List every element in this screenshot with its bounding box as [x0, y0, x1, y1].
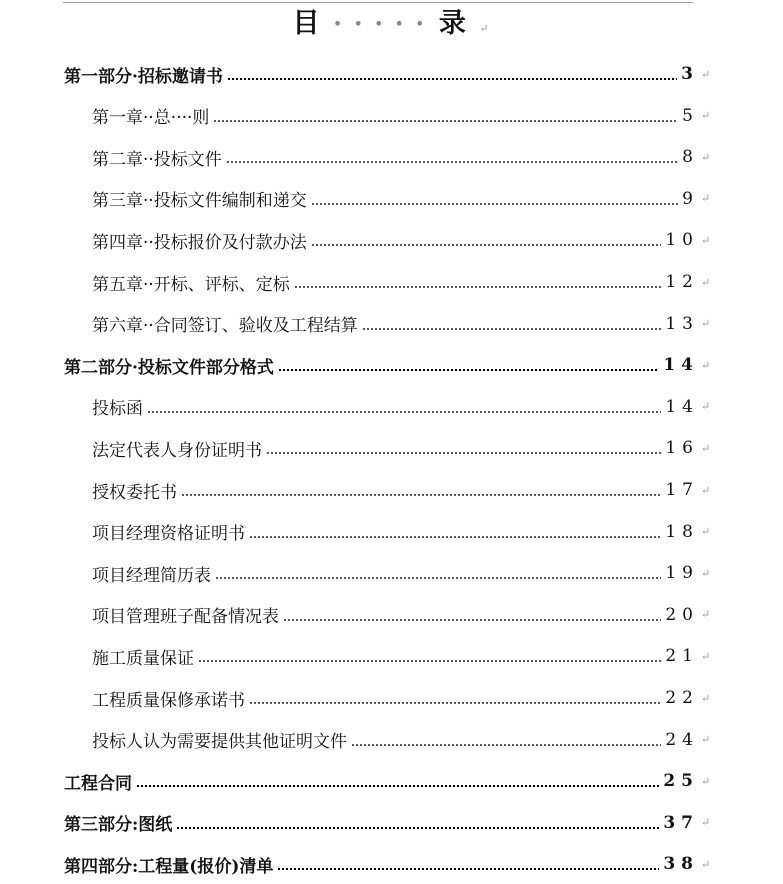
toc-page-number: 10 [665, 230, 699, 251]
toc-entry-label: 法定代表人身份证明书 [92, 440, 262, 461]
paragraph-mark-icon: ↵ [701, 67, 711, 81]
toc-chapter-entry[interactable] [0, 636, 783, 676]
paragraph-mark-icon: ↵ [701, 733, 711, 747]
toc-entry-label: 授权委托书 [92, 482, 177, 503]
toc-chapter-entry[interactable] [0, 387, 783, 427]
toc-entry-label: 第二章··投标文件 [92, 149, 222, 170]
toc-page-number: 25 [663, 771, 699, 792]
paragraph-mark-icon: ↵ [701, 566, 711, 580]
toc-chapter-entry[interactable] [0, 179, 783, 219]
toc-dot-leader [277, 868, 659, 870]
toc-page-number: 8 [682, 147, 699, 168]
toc-entry-label: 第五章··开标、评标、定标 [92, 274, 290, 295]
toc-dot-leader [213, 120, 678, 122]
paragraph-mark-icon: ↵ [701, 816, 711, 830]
toc-page-number: 3 [681, 64, 699, 84]
toc-chapter-entry[interactable] [0, 470, 783, 510]
toc-dot-leader [136, 785, 659, 787]
toc-page-number: 17 [665, 480, 699, 500]
toc-entry-label: 项目经理资格证明书 [92, 524, 245, 545]
paragraph-mark-icon: ↵ [701, 774, 711, 788]
toc-page-number: 16 [665, 438, 699, 459]
toc-chapter-entry[interactable] [0, 595, 783, 635]
toc-page-number: 13 [665, 313, 699, 334]
paragraph-mark-icon: ↵ [701, 691, 711, 705]
toc-chapter-entry[interactable] [0, 553, 783, 593]
toc-page-number: 14 [663, 355, 699, 376]
toc-page-number: 5 [682, 105, 699, 126]
paragraph-mark-icon: ↵ [701, 608, 711, 622]
toc-entry-label: 投标人认为需要提供其他证明文件 [92, 732, 347, 753]
toc-page-number: 14 [665, 396, 699, 417]
toc-entry-label: 第一部分·招标邀请书 [64, 66, 223, 87]
toc-title-left: 目 [292, 8, 322, 39]
toc-entry-label: 投标函 [92, 399, 143, 420]
toc-page-number: 38 [663, 854, 699, 875]
paragraph-mark-icon: ↵ [701, 649, 711, 663]
toc-dot-leader [176, 827, 659, 829]
toc-dot-leader [198, 660, 661, 662]
toc-dot-leader [181, 494, 661, 496]
toc-dot-leader [362, 328, 662, 330]
toc-page-number: 19 [665, 563, 699, 584]
toc-chapter-entry[interactable] [0, 220, 783, 260]
toc-dot-leader [227, 78, 677, 80]
toc-chapter-entry[interactable] [0, 304, 783, 344]
paragraph-mark-icon: ↵ [701, 400, 711, 414]
toc-chapter-entry[interactable] [0, 262, 783, 302]
toc-entry-label: 项目经理简历表 [92, 565, 211, 586]
toc-title-dots: • • • • • [332, 14, 428, 34]
toc-chapter-entry[interactable] [0, 678, 783, 718]
paragraph-mark-icon: ↵ [701, 150, 711, 164]
toc-page-number: 18 [665, 521, 699, 542]
toc-chapter-entry[interactable] [0, 96, 783, 136]
paragraph-mark-icon: ↵ [701, 275, 711, 289]
toc-page-number: 24 [665, 729, 699, 750]
paragraph-mark-icon: ↵ [701, 441, 711, 455]
toc-part-entry[interactable] [0, 54, 783, 94]
paragraph-mark-icon: ↵ [701, 857, 711, 871]
paragraph-mark-icon: ↵ [479, 22, 491, 35]
toc-dot-leader [147, 411, 661, 413]
toc-page-number: 20 [665, 604, 699, 625]
paragraph-mark-icon: ↵ [701, 483, 711, 497]
toc-dot-leader [249, 702, 661, 704]
toc-entry-label: 项目管理班子配备情况表 [92, 607, 279, 628]
toc-dot-leader [294, 286, 662, 288]
toc-entry-label: 第一章··总····则 [92, 108, 210, 129]
paragraph-mark-icon: ↵ [701, 358, 711, 372]
toc-page-number: 21 [665, 646, 699, 667]
toc-part-entry[interactable] [0, 844, 783, 884]
toc-entry-label: 第三部分:图纸 [64, 815, 173, 836]
toc-dot-leader [351, 744, 661, 746]
toc-part-entry[interactable] [0, 761, 783, 801]
toc-dot-leader [249, 536, 661, 538]
toc-page-number: 12 [665, 272, 699, 292]
toc-part-entry[interactable] [0, 803, 783, 843]
toc-dot-leader [283, 619, 661, 621]
toc-page-number: 22 [665, 688, 699, 708]
toc-chapter-entry[interactable] [0, 137, 783, 177]
toc-part-entry[interactable] [0, 345, 783, 385]
toc-chapter-entry[interactable] [0, 512, 783, 552]
toc-entry-label: 工程合同 [64, 773, 132, 794]
paragraph-mark-icon: ↵ [701, 233, 711, 247]
toc-chapter-entry[interactable] [0, 428, 783, 468]
toc-page-number: 37 [663, 812, 699, 833]
page-top-rule [63, 2, 693, 3]
toc-entry-label: 第二部分·投标文件部分格式 [64, 357, 274, 378]
paragraph-mark-icon: ↵ [701, 317, 711, 331]
toc-entry-label: 第四章··投标报价及付款办法 [92, 232, 307, 253]
paragraph-mark-icon: ↵ [701, 525, 711, 539]
toc-dot-leader [278, 369, 659, 371]
toc-dot-leader [311, 203, 678, 205]
toc-page-number: 9 [682, 188, 699, 209]
toc-entry-label: 第六章··合同签订、验收及工程结算 [92, 316, 358, 337]
paragraph-mark-icon: ↵ [701, 192, 711, 206]
toc-dot-leader [266, 452, 661, 454]
toc-title [0, 4, 783, 49]
toc-entry-label: 第三章··投标文件编制和递交 [92, 191, 307, 212]
toc-entry-label: 工程质量保修承诺书 [92, 690, 245, 711]
paragraph-mark-icon: ↵ [701, 109, 711, 123]
toc-title-right: 录 [438, 8, 468, 39]
toc-entry-label: 第四部分:工程量(报价)清单 [64, 856, 274, 877]
toc-entry-label: 施工质量保证 [92, 648, 194, 669]
toc-dot-leader [215, 577, 661, 579]
toc-chapter-entry[interactable] [0, 720, 783, 760]
toc-dot-leader [311, 244, 662, 246]
toc-dot-leader [226, 161, 678, 163]
